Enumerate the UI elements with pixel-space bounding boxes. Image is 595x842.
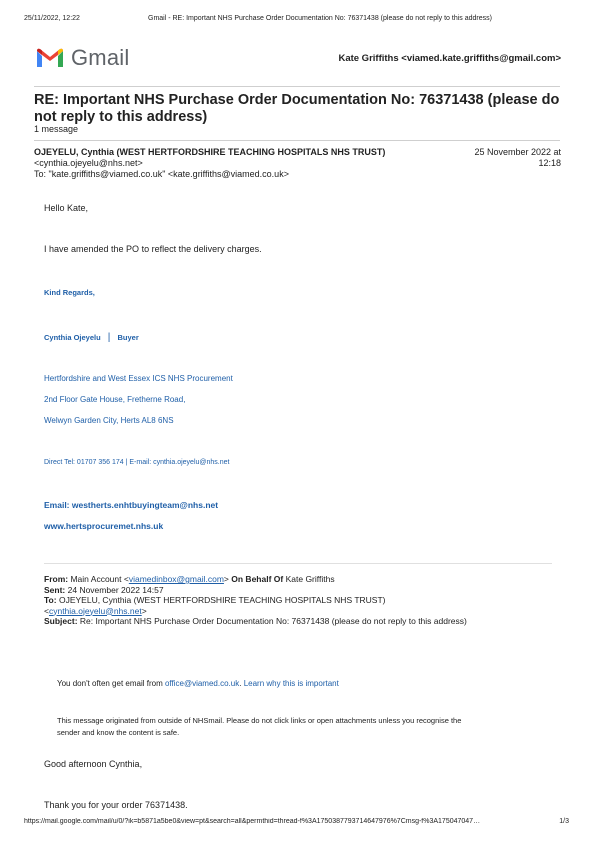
recipient-line: To: "kate.griffiths@viamed.co.uk" <kate.griffiths@viamed.co.uk> [34,169,289,179]
quoted-thanks: Thank you for your order 76371438. [44,800,188,810]
quote-divider [44,563,552,564]
sender-notice: You don't often get email from office@viamed.co.uk. Learn why this is important [57,679,339,688]
notice-email-link[interactable]: office@viamed.co.uk [164,679,240,688]
message-header [34,147,385,180]
sender-name: OJEYELU, Cynthia (WEST HERTFORDSHIRE TEACHING HOSPITALS NHS TRUST) [34,147,386,157]
signature-name-line [44,332,139,343]
signature-role: Buyer [117,333,139,342]
print-title: Gmail - RE: Important NHS Purchase Order Documentation No: 76371438 (please do not reply to this address) [148,15,492,22]
message-count: 1 message [34,124,79,134]
website-link[interactable]: www.hertsprocuremet.nhs.uk [44,521,164,531]
signoff: Kind Regards, [44,288,95,297]
body-text: I have amended the PO to reflect the delivery charges. [44,244,262,254]
quoted-header: From: Main Account <viamedinbox@gmail.com> On Behalf Of Kate Griffiths Sent: 24 November 2022 14:57 To: OJEYELU, Cynthia (WEST HERTFORDSHIRE TEACHING HOSPITALS NHS TRUST) <cynthia.ojeyelu@nhs.net> Subject: Re: Important NHS Purchase Order Documentation No: 76371438 (please do not reply to this address) [44,574,467,626]
quoted-greeting: Good afternoon Cynthia, [44,759,143,769]
gmail-wordmark: Gmail [71,45,130,70]
print-url: https://mail.google.com/mail/u/0/?ik=b5871a5be0&view=pt&search=all&permthid=thread-f%3A1750387793714647976%7Cmsg-f%3A175047047… [24,818,481,825]
sender-email[interactable]: <cynthia.ojeyelu@nhs.net> [34,158,143,168]
from-email-link[interactable]: viamedinbox@gmail.com [128,574,224,584]
org-line-1: Hertfordshire and West Essex ICS NHS Procurement [44,374,233,383]
gmail-logo[interactable] [35,45,129,71]
learn-why-link[interactable]: Learn why this is important [243,679,339,688]
thread-subject: RE: Important NHS Purchase Order Documentation No: 76371438 (please do not reply to this address) [34,92,560,125]
print-date: 25/11/2022, 12:22 [24,15,80,22]
account-label: Kate Griffiths <viamed.kate.griffiths@gmail.com> [338,53,561,64]
external-warning: This message originated from outside of NHSmail. Please do not click links or open attachments unless you recognise the sender and know the content is safe. [57,716,462,737]
subject-divider [34,140,560,141]
message-date: 25 November 2022 at 12:18 [474,147,561,168]
gmail-icon [35,47,65,69]
team-email[interactable]: Email: westherts.enhtbuyingteam@nhs.net [44,500,219,510]
signature-separator: | [107,332,111,343]
org-line-3: Welwyn Garden City, Herts AL8 6NS [44,416,174,425]
greeting: Hello Kate, [44,203,89,213]
header-divider [34,86,560,87]
page-number: 1/3 [559,818,569,825]
to-email-link[interactable]: cynthia.ojeyelu@nhs.net [48,605,142,616]
signature-name: Cynthia Ojeyelu [44,333,101,342]
direct-tel: Direct Tel: 01707 356 174 | E-mail: cynthia.ojeyelu@nhs.net [44,459,230,466]
org-line-2: 2nd Floor Gate House, Fretherne Road, [44,395,186,404]
